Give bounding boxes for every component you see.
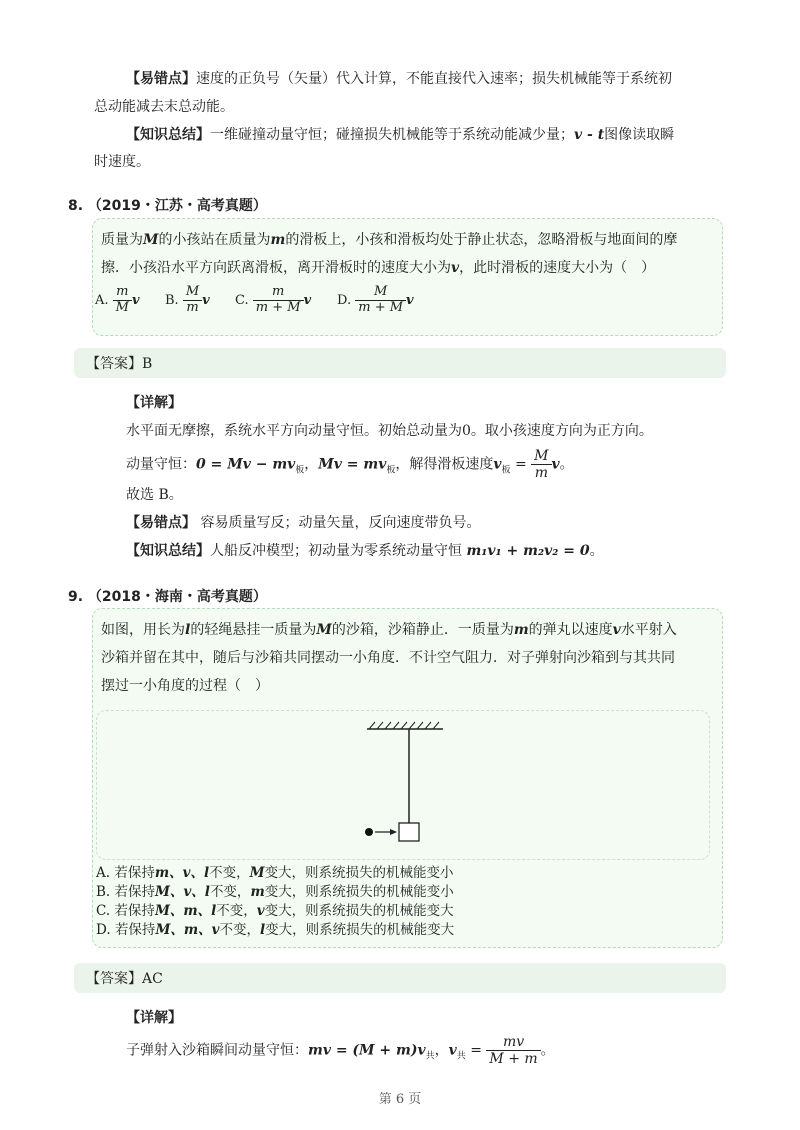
denominator: m [534, 465, 548, 482]
numerator: M [531, 448, 551, 465]
numerator: m [113, 285, 132, 301]
text: 变大，则系统损失的机械能变小 [264, 865, 454, 881]
q8-detail-line-2 [126, 448, 574, 481]
q8-option-b[interactable] [165, 285, 210, 316]
variable: m [250, 884, 265, 900]
var-l: l [185, 622, 191, 638]
text: 若保持 [114, 884, 156, 900]
numerator: M [183, 285, 202, 301]
fraction [113, 285, 132, 316]
fraction [486, 1034, 540, 1067]
numerator: M [355, 285, 406, 301]
summary-text: 人船反冲模型；初动量为零系统动量守恒 [210, 543, 462, 559]
option-label: B. [96, 884, 111, 900]
var-v: v [202, 292, 210, 308]
question-8-box [92, 218, 723, 336]
subscript: 板 [386, 465, 396, 476]
text: 。 [559, 456, 574, 473]
text: ，解得滑板速度 [395, 456, 494, 473]
var-v: v [612, 622, 621, 638]
q9-detail-label: 【详解】 [126, 1010, 182, 1026]
q9-stem-text: 的轻绳悬挂一质量为 [190, 622, 317, 638]
summary-text-b: 图像读取瞬 [604, 127, 675, 143]
error-points-text: 容易质量写反；动量矢量，反向速度带负号。 [200, 515, 481, 531]
pendulum-figure [97, 711, 709, 859]
var-v: v [451, 260, 460, 276]
q9-answer: 【答案】AC [86, 971, 163, 987]
q8-stem-text: 质量为 [101, 232, 143, 248]
summary-text: 一维碰撞动量守恒；碰撞损失机械能等于系统动能减少量； [210, 127, 574, 143]
q8-detail-line-1: 水平面无摩擦，系统水平方向动量守恒。初始总动量为0。取小孩速度方向为正方向。 [126, 423, 653, 439]
q9-stem-text: 水平射入 [620, 622, 677, 638]
q9-stem-line-3: 摆过一小角度的过程（ ） [101, 678, 269, 694]
q9-stem-line-1 [101, 619, 677, 641]
q8-option-c[interactable] [235, 285, 311, 316]
q8-detail-line-3: 故选 B。 [126, 487, 183, 503]
text: 不变， [209, 884, 251, 900]
variable: v [256, 903, 265, 919]
subscript: 板 [501, 465, 511, 476]
fraction [531, 448, 551, 481]
variable: l [260, 922, 266, 938]
equation: m₁v₁ + m₂v₂ = 0 [466, 543, 590, 559]
text: 动量守恒： [126, 456, 196, 473]
summary-text-2: 时速度。 [94, 154, 150, 170]
var-v: v [303, 292, 312, 308]
var-v: v [448, 1042, 457, 1059]
variables: M、v、l [155, 884, 210, 900]
q9-stem-text: 如图，用长为 [101, 622, 185, 638]
denominator: M + m [489, 1051, 538, 1068]
variables: M、m、l [154, 903, 217, 919]
q8-stem-text: 擦．小孩沿水平方向跃离滑板，离开滑板时的速度大小为 [101, 260, 451, 276]
option-label: D. [337, 292, 352, 308]
option-label: A. [95, 292, 109, 308]
q8-stem-line-1 [101, 229, 677, 251]
var-M: M [316, 622, 332, 638]
equation: Mv = mv [318, 456, 387, 473]
option-label: A. [96, 865, 111, 881]
fraction [183, 285, 202, 316]
vt-symbol: v - t [574, 127, 605, 143]
q8-answer-bar [74, 348, 726, 378]
bullet [365, 828, 373, 836]
var-m: m [270, 232, 286, 248]
subscript: 共 [425, 1051, 435, 1062]
subscript: 板 [295, 465, 305, 476]
q8-error-line [126, 512, 480, 534]
summary-line-1 [126, 124, 674, 146]
equation: 0 = Mv − mv [196, 456, 296, 473]
q9-choice-c[interactable] [96, 902, 454, 921]
denominator: m + M [255, 299, 301, 315]
q9-stem-line-2: 沙箱并留在其中，随后与沙箱共同摆动一小角度．不计空气阻力．对子弹射向沙箱到与其共同 [101, 650, 675, 666]
denominator: m [186, 299, 199, 315]
text: 。 [540, 1042, 555, 1059]
variables: M、m、v [155, 922, 220, 938]
text: 变大，则系统损失的机械能变大 [265, 922, 455, 938]
q9-answer-bar [74, 963, 726, 993]
error-points-text: 速度的正负号（矢量）代入计算，不能直接代入速率；损失机械能等于系统初 [196, 71, 672, 87]
q9-detail-line-1 [126, 1034, 555, 1067]
text: ， [434, 1042, 449, 1059]
option-label: C. [96, 903, 111, 919]
option-label: D. [96, 922, 111, 938]
q9-stem-text: 的沙箱，沙箱静止．一质量为 [331, 622, 514, 638]
text: 不变， [219, 922, 261, 938]
denominator: M [115, 299, 129, 315]
text: 不变， [209, 865, 250, 881]
text: 若保持 [114, 865, 155, 881]
ceiling-hatching [369, 722, 439, 729]
summary-line-2 [94, 151, 150, 173]
var-M: M [143, 232, 159, 248]
q8-option-a[interactable] [95, 285, 140, 316]
q8-summary-line [126, 540, 604, 562]
q8-stem-line-2 [101, 257, 655, 279]
text: 变大，则系统损失的机械能变大 [264, 903, 454, 919]
text: 不变， [216, 903, 257, 919]
equals: = [465, 1042, 487, 1059]
var-v: v [406, 292, 414, 308]
denominator: m + M [358, 299, 404, 315]
q8-stem-text: 的滑板上，小孩和滑板均处于静止状态，忽略滑板与地面间的摩 [285, 232, 678, 248]
text: 变大，则系统损失的机械能变小 [264, 884, 454, 900]
text: 子弹射入沙箱瞬间动量守恒： [126, 1042, 308, 1059]
error-points-line-1 [126, 68, 672, 90]
arrow-head [390, 829, 397, 835]
var-m: m [513, 622, 529, 638]
var-v: v [551, 456, 560, 473]
text: 。 [589, 543, 604, 559]
numerator: m [253, 285, 304, 301]
q8-stem-text: 的小孩站在质量为 [158, 232, 271, 248]
error-points-line-2 [94, 96, 234, 118]
q8-answer: 【答案】B [86, 356, 153, 372]
option-label: B. [165, 292, 179, 308]
page-number: 第 6 页 [378, 1092, 422, 1107]
equals: = [510, 456, 532, 473]
q8-stem-text: ，此时滑板的速度大小为（ ） [459, 260, 656, 276]
var-v: v [131, 292, 140, 308]
question-8-header: 8. （2019・江苏・高考真题） [68, 198, 267, 214]
q8-detail-label: 【详解】 [126, 395, 182, 411]
variables: m、v、l [154, 865, 210, 881]
q9-figure-box [96, 710, 710, 860]
error-points-label: 【易错点】 [126, 515, 196, 531]
summary-label: 【知识总结】 [126, 543, 210, 559]
equation: mv = (M + m)v [308, 1042, 426, 1059]
var-v: v [493, 456, 502, 473]
summary-label: 【知识总结】 [126, 127, 210, 143]
q8-option-d[interactable] [337, 285, 414, 316]
error-points-text-2: 总动能减去末总动能。 [94, 99, 234, 115]
subscript: 共 [456, 1051, 466, 1062]
text: ， [304, 456, 319, 473]
numerator: mv [486, 1034, 540, 1051]
variable: M [249, 865, 265, 881]
fraction [253, 285, 304, 316]
error-points-label: 【易错点】 [126, 71, 196, 87]
option-label: C. [235, 292, 249, 308]
question-9-header: 9. （2018・海南・高考真题） [68, 589, 267, 605]
text: 若保持 [114, 922, 156, 938]
text: 若保持 [114, 903, 155, 919]
q9-choice-b[interactable] [96, 883, 454, 902]
fraction [355, 285, 406, 316]
q9-choice-a[interactable] [96, 864, 454, 883]
q9-stem-text: 的弹丸以速度 [528, 622, 613, 638]
q9-choice-d[interactable] [96, 921, 454, 940]
sandbox [399, 823, 419, 841]
